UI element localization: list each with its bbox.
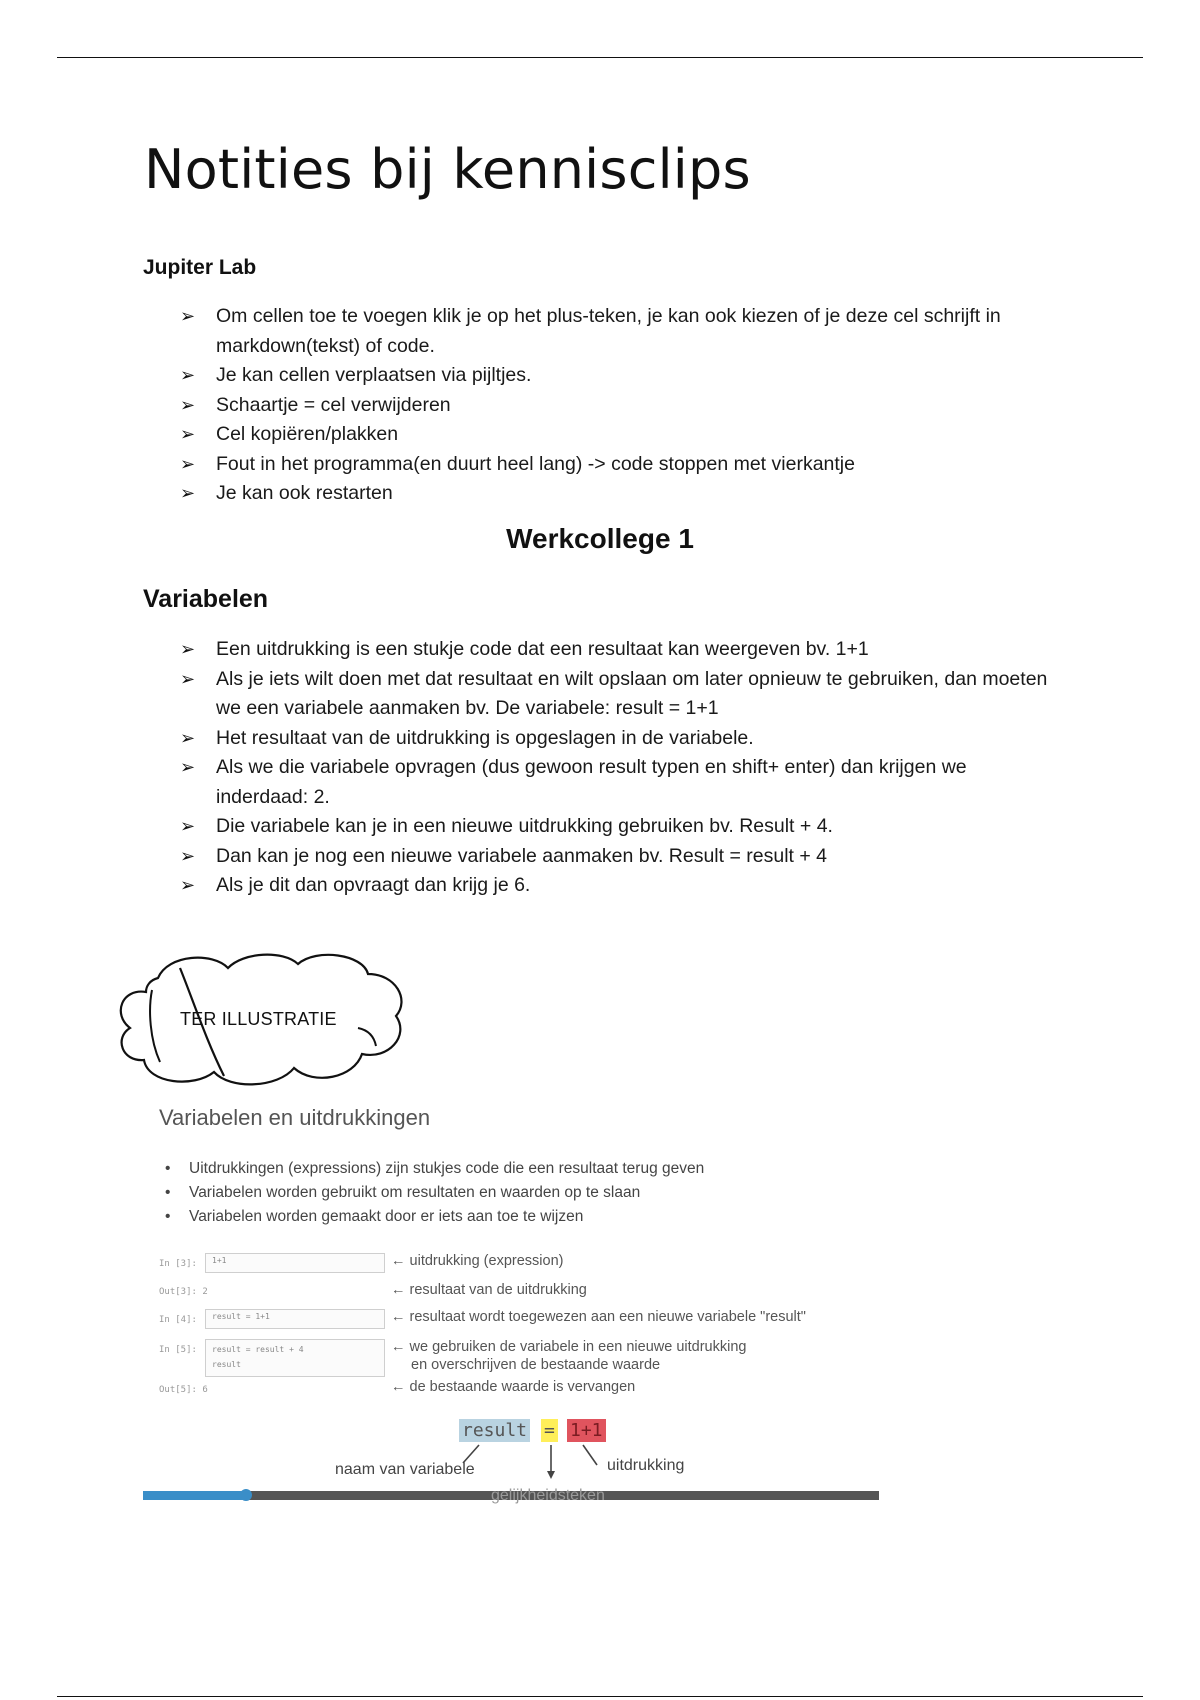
arrow-bullet-icon: ➢ xyxy=(180,639,196,659)
arrow-bullet-icon: ➢ xyxy=(180,845,196,866)
arrow-bullet-icon: ➢ xyxy=(180,875,196,895)
cell-prompt-in5: In [5]: xyxy=(159,1345,197,1355)
tag-result: result xyxy=(459,1419,530,1442)
video-progress-fill xyxy=(143,1491,246,1500)
page-title: Notities bij kennisclips xyxy=(144,138,751,201)
list-item: ➢ Je kan cellen verplaatsen via pijltjes. xyxy=(180,361,1060,391)
slide-screenshot xyxy=(143,1095,879,1503)
arrow-bullet-icon: ➢ xyxy=(180,394,196,415)
code-cell-in4: result = 1+1 xyxy=(205,1309,385,1329)
tag-expression: 1+1 xyxy=(567,1419,606,1442)
video-progress-handle[interactable] xyxy=(240,1489,252,1501)
top-rule xyxy=(57,57,1143,58)
code-cell-in3: 1+1 xyxy=(205,1253,385,1273)
list-item: ➢ Fout in het programma(en duurt heel lang) -> code stoppen met vierkantje xyxy=(180,450,1060,480)
heading-jupiter-lab: Jupiter Lab xyxy=(143,256,257,279)
arrow-bullet-icon: ➢ xyxy=(180,424,196,444)
list-item: ➢ Die variabele kan je in een nieuwe uitdrukking gebruiken bv. Result + 4. xyxy=(180,812,1060,842)
arrow-bullet-icon: ➢ xyxy=(180,757,196,777)
note-replaced: ← de bestaande waarde is vervangen xyxy=(391,1379,636,1395)
arrow-bullet-icon: ➢ xyxy=(180,816,196,836)
cell-prompt-out5: Out[5]: 6 xyxy=(159,1385,208,1395)
slide-title: Variabelen en uitdrukkingen xyxy=(159,1105,431,1130)
variabelen-list xyxy=(180,635,1060,901)
note-reuse: ← we gebruiken de variabele in een nieuwe uitdrukking xyxy=(391,1339,747,1355)
slide-bullet: • Uitdrukkingen (expressions) zijn stukjes code die een resultaat terug geven xyxy=(165,1157,704,1181)
cell-prompt-in3: In [3]: xyxy=(159,1259,197,1269)
list-item: ➢ Cel kopiëren/plakken xyxy=(180,420,1060,450)
jupiter-lab-list xyxy=(180,302,1060,509)
arrow-bullet-icon: ➢ xyxy=(180,727,196,748)
cloud-label: TER ILLUSTRATIE xyxy=(180,1009,337,1029)
slide-bullet: • Variabelen worden gemaakt door er iets aan toe te wijzen xyxy=(165,1205,704,1229)
heading-werkcollege: Werkcollege 1 xyxy=(506,523,694,554)
code-cell-in5: result = result + 4 result xyxy=(205,1339,385,1377)
label-variable-name: naam van variabele xyxy=(335,1461,475,1478)
list-item: ➢ Om cellen toe te voegen klik je op het plus-teken, je kan ook kiezen of je deze cel schrijft in markdown(tekst) of code. xyxy=(180,302,1060,361)
arrow-bullet-icon: ➢ xyxy=(180,365,196,385)
cell-prompt-out3: Out[3]: 2 xyxy=(159,1287,208,1297)
note-overwrite: en overschrijven de bestaande waarde xyxy=(411,1357,661,1373)
label-equals-sign: gelijkheidsteken xyxy=(491,1487,605,1504)
bottom-rule xyxy=(57,1696,1143,1697)
heading-variabelen: Variabelen xyxy=(143,585,269,613)
list-item: ➢ Als je iets wilt doen met dat resultaat en wilt opslaan om later opnieuw te gebruiken, dan moeten we een variabele aanmaken bv. De variabele: result = 1+1 xyxy=(180,665,1060,724)
arrow-bullet-icon: ➢ xyxy=(180,483,196,503)
list-item: ➢ Een uitdrukking is een stukje code dat een resultaat kan weergeven bv. 1+1 xyxy=(180,635,1060,665)
arrow-bullet-icon: ➢ xyxy=(180,668,196,689)
cell-prompt-in4: In [4]: xyxy=(159,1315,197,1325)
diagram-arrows xyxy=(143,1095,879,1503)
slide-bullet: • Variabelen worden gebruikt om resultaten en waarden op te slaan xyxy=(165,1181,704,1205)
note-result: ← resultaat van de uitdrukking xyxy=(391,1282,587,1298)
arrow-bullet-icon: ➢ xyxy=(180,306,196,326)
list-item: ➢ Het resultaat van de uitdrukking is opgeslagen in de variabele. xyxy=(180,724,1060,754)
list-item: ➢ Schaartje = cel verwijderen xyxy=(180,391,1060,421)
tag-equals: = xyxy=(541,1419,558,1442)
list-item: ➢ Als we die variabele opvragen (dus gewoon result typen en shift+ enter) dan krijgen we inderdaad: 2. xyxy=(180,753,1060,812)
list-item: ➢ Je kan ook restarten xyxy=(180,479,1060,509)
list-item: ➢ Als je dit dan opvraagt dan krijg je 6. xyxy=(180,871,1060,901)
list-item: ➢ Dan kan je nog een nieuwe variabele aanmaken bv. Result = result + 4 xyxy=(180,842,1060,872)
note-expression: ← uitdrukking (expression) xyxy=(391,1253,564,1269)
note-assign: ← resultaat wordt toegewezen aan een nieuwe variabele "result" xyxy=(391,1309,806,1325)
arrow-bullet-icon: ➢ xyxy=(180,453,196,474)
label-expression: uitdrukking xyxy=(607,1457,685,1474)
